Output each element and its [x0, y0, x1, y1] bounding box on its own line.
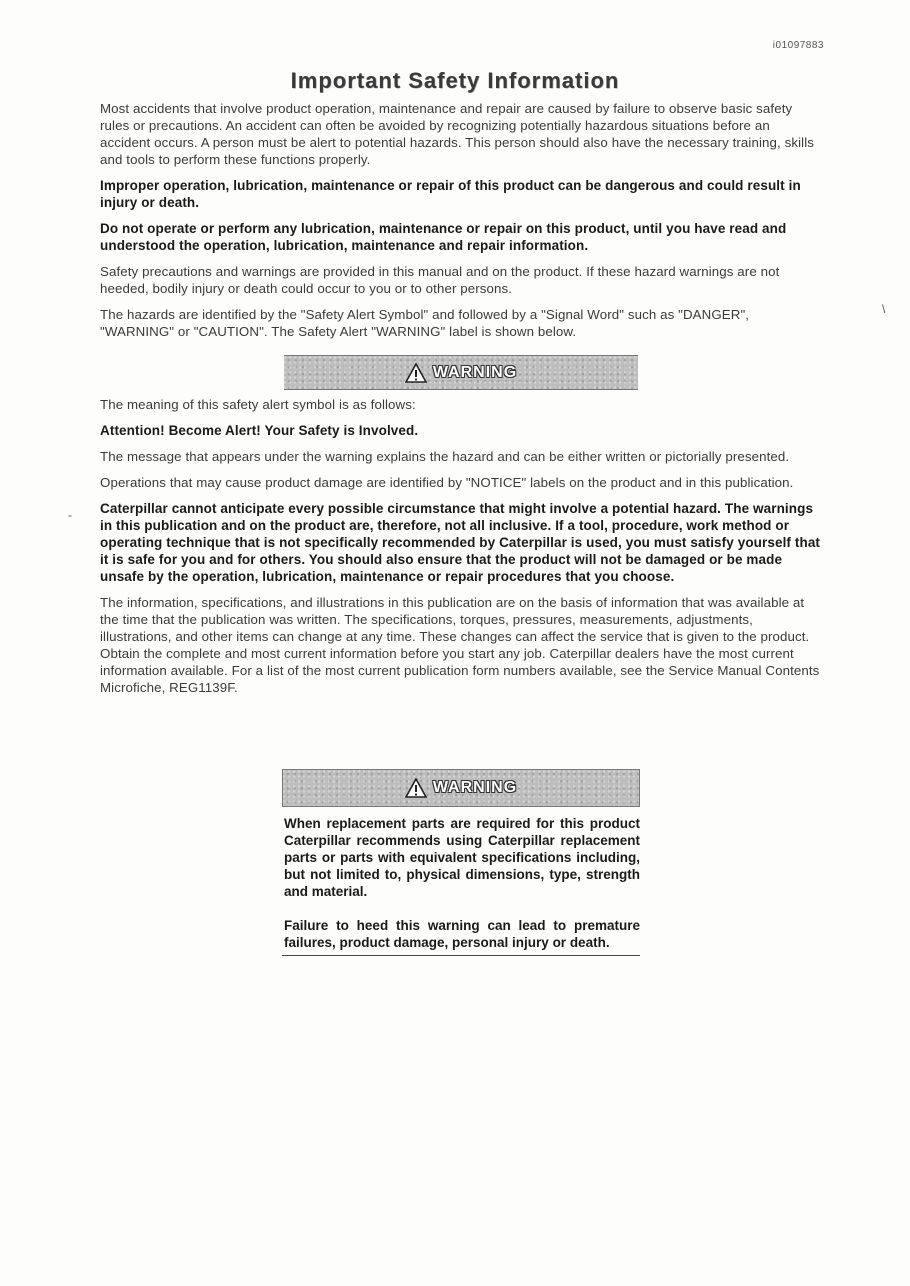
safety-alert-triangle-icon	[405, 363, 427, 383]
meaning-paragraph: The meaning of this safety alert symbol is as follows:	[100, 397, 416, 412]
information-paragraph: The information, specifications, and illustrations in this publication are on the basis of information that was available at the time that the publication was written. The specifications, torques, pressures, measurements, adjustments, illustrations, and other items can change at any time. These changes can affect the service that is given to the product. Obtain the complete and most current information before you start any job. Caterpillar dealers have the most current information available. For a list of the most current publication form numbers available, see the Service Manual Contents Microfiche, REG1139F.	[100, 595, 820, 695]
document-id: i01097883	[772, 40, 824, 51]
warning-banner	[284, 355, 638, 390]
scan-mark: -	[68, 508, 72, 522]
replacement-parts-text: When replacement parts are required for this product Caterpillar recommends using Caterpillar replacement parts or parts with equivalent specifications including, but not limited to, physical dimensions, type, strength and material.	[284, 816, 640, 899]
warning-box-text	[282, 807, 640, 951]
warning-box-rule	[282, 955, 640, 956]
warning-banner-2	[282, 769, 640, 807]
danger-statement: Improper operation, lubrication, maintenance or repair of this product can be dangerous and could result in injury or death.	[100, 178, 801, 210]
page-title: Important Safety Information	[290, 68, 620, 93]
caterpillar-disclaimer: Caterpillar cannot anticipate every possible circumstance that might involve a potential hazard. The warnings in this publication and on the product are, therefore, not all inclusive. If a tool, procedure, work method or operating technique that is not specifically recommended by Caterpillar is used, you must satisfy yourself that it is safe for you and for others. You should also ensure that the product will not be damaged or be made unsafe by the operation, lubrication, maintenance or repair procedures that you choose.	[100, 501, 821, 584]
scan-mark: \	[882, 302, 886, 316]
message-paragraph: The message that appears under the warning explains the hazard and can be either written or pictorially presented.	[100, 449, 790, 464]
notice-paragraph: Operations that may cause product damage are identified by "NOTICE" labels on the product and in this publication.	[100, 475, 794, 490]
warning-label: WARNING	[432, 363, 518, 381]
intro-paragraph: Most accidents that involve product operation, maintenance and repair are caused by failure to observe basic safety rules or precautions. An accident can often be avoided by recognizing potentially hazardous situations before an accident occurs. A person must be alert to potential hazards. This person should also have the necessary training, skills and tools to perform these functions properly.	[100, 101, 815, 167]
safety-alert-triangle-icon	[405, 778, 427, 798]
do-not-operate-statement: Do not operate or perform any lubrication, maintenance or repair on this product, until you have read and understood the operation, lubrication, maintenance and repair information.	[100, 221, 787, 253]
attention-statement: Attention! Become Alert! Your Safety is Involved.	[100, 423, 419, 438]
precautions-paragraph: Safety precautions and warnings are provided in this manual and on the product. If these hazard warnings are not heeded, bodily injury or death could occur to you or to other persons.	[100, 264, 780, 296]
hazards-paragraph: The hazards are identified by the "Safety Alert Symbol" and followed by a "Signal Word" such as "DANGER", "WARNING" or "CAUTION". The Safety Alert "WARNING" label is shown below.	[100, 307, 750, 339]
failure-to-heed-text: Failure to heed this warning can lead to premature failures, product damage, personal injury or death.	[284, 918, 640, 950]
warning-label-2: WARNING	[432, 779, 518, 796]
body-text	[100, 100, 822, 705]
replacement-parts-warning	[282, 769, 642, 956]
